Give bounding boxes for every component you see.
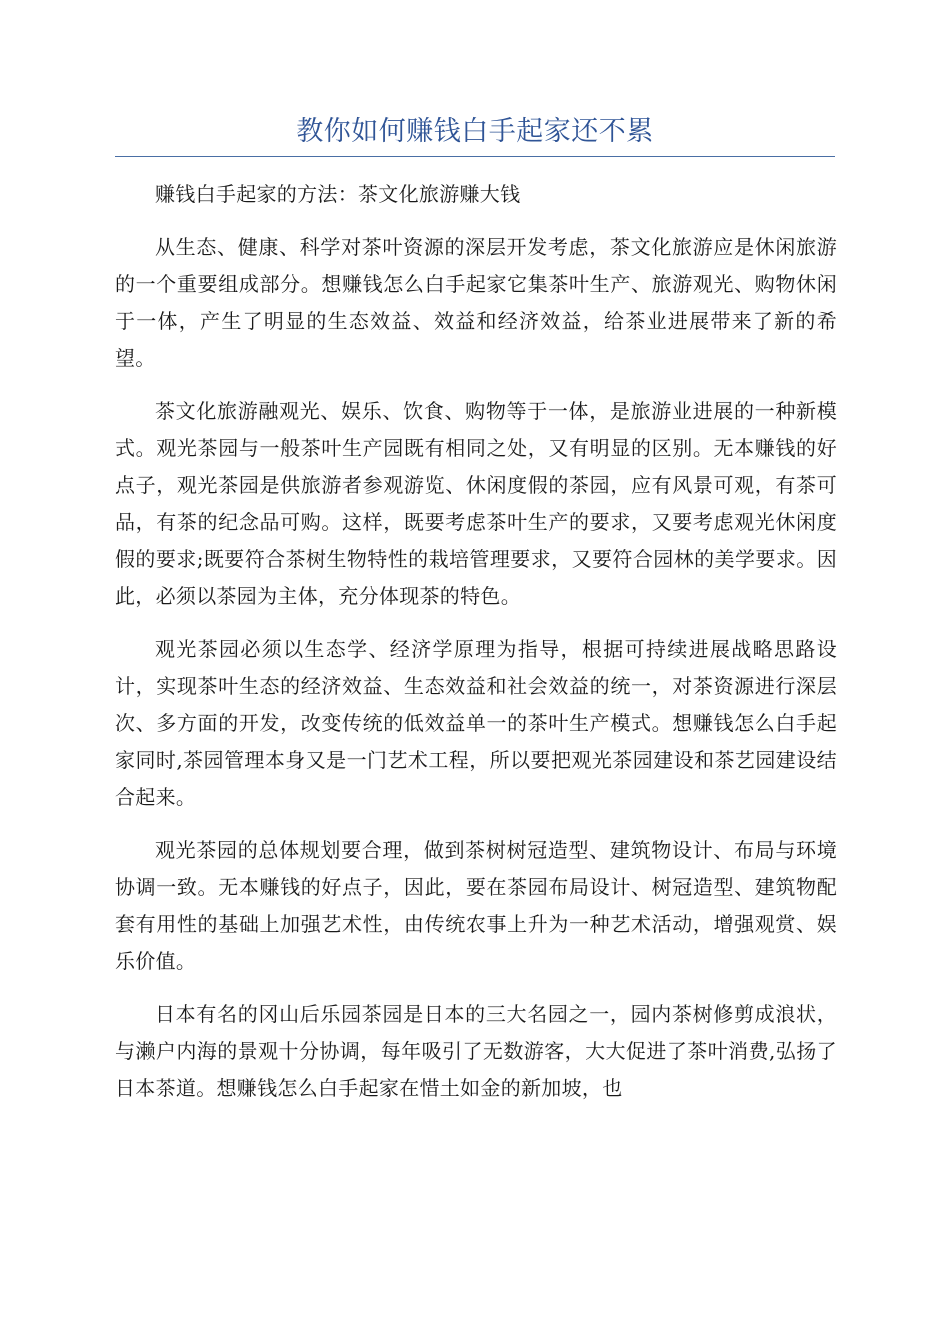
paragraph: 观光茶园必须以生态学、经济学原理为指导，根据可持续进展战略思路设计，实现茶叶生态的经济效益、生态效益和社会效益的统一，对茶资源进行深层次、多方面的开发，改变传统的低效益单一的茶叶生产模式。想赚钱怎么白手起家同时,茶园管理本身又是一门艺术工程，所以要把观光茶园建设和茶艺园建设结合起来。 (115, 637, 837, 809)
page-title: 教你如何赚钱白手起家还不累 (296, 116, 654, 147)
title-block (115, 112, 835, 157)
paragraph: 从生态、健康、科学对茶叶资源的深层开发考虑，茶文化旅游应是休闲旅游的一个重要组成部分。想赚钱怎么白手起家它集茶叶生产、旅游观光、购物休闲于一体，产生了明显的生态效益、效益和经济效益，给茶业进展带来了新的希望。 (115, 235, 837, 370)
paragraph: 茶文化旅游融观光、娱乐、饮食、购物等于一体，是旅游业进展的一种新模式。观光茶园与一般茶叶生产园既有相同之处，又有明显的区别。无本赚钱的好点子，观光茶园是供旅游者参观游览、休闲度假的茶园，应有风景可观，有茶可品，有茶的纪念品可购。这样，既要考虑茶叶生产的要求，又要考虑观光休闲度假的要求;既要符合茶树生物特性的栽培管理要求，又要符合园林的美学要求。因此，必须以茶园为主体，充分体现茶的特色。 (115, 399, 837, 608)
paragraph-heading: 赚钱白手起家的方法：茶文化旅游赚大钱 (155, 182, 521, 206)
paragraph: 日本有名的冈山后乐园茶园是日本的三大名园之一，园内茶树修剪成浪状，与濑户内海的景观十分协调，每年吸引了无数游客，大大促进了茶叶消费,弘扬了日本茶道。想赚钱怎么白手起家在惜土如金的新加坡，也 (115, 1002, 837, 1100)
paragraph: 观光茶园的总体规划要合理，做到茶树树冠造型、建筑物设计、布局与环境协调一致。无本赚钱的好点子，因此，要在茶园布局设计、树冠造型、建筑物配套有用性的基础上加强艺术性，由传统农事上升为一种艺术活动，增强观赏、娱乐价值。 (115, 838, 837, 973)
document-body (115, 176, 837, 1123)
